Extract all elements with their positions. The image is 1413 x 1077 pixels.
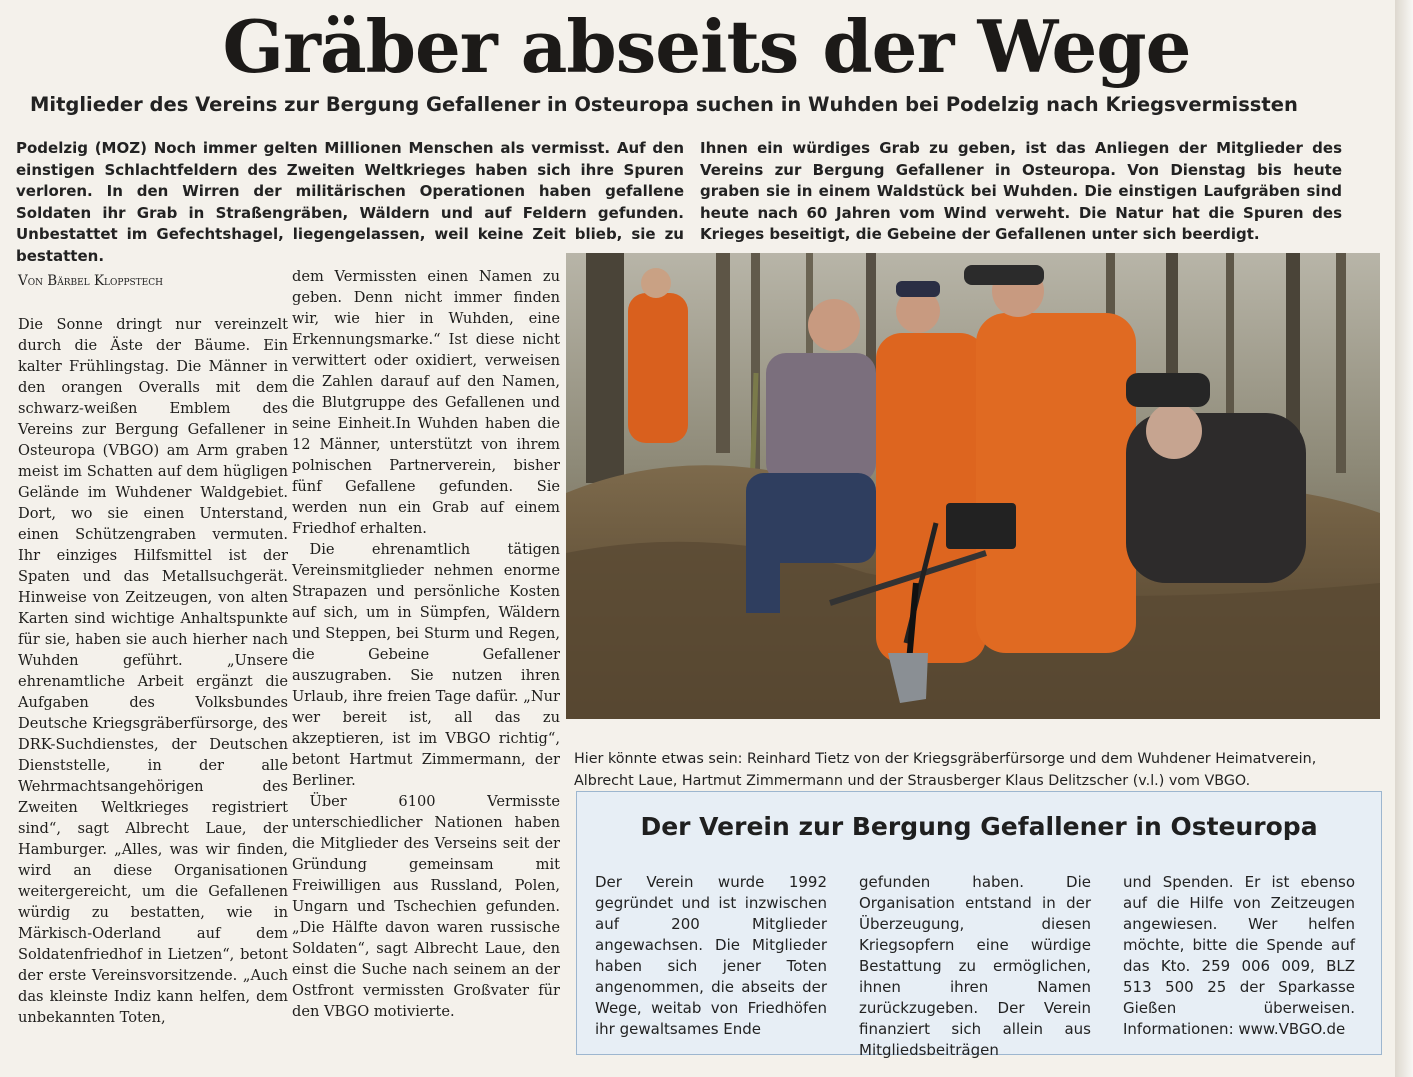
photo-caption: Hier könnte etwas sein: Reinhard Tietz von der Kriegsgräberfürsorge und dem Wuhdener Heimatverein, Albrecht Laue, Hartmut Zimmermann und der Strausberger Klaus Delitzscher (v.l.) vom VBGO. xyxy=(574,751,1317,789)
info-box-column-3: und Spenden. Er ist ebenso auf die Hilfe von Zeitzeugen angewiesen. Wer helfen möchte, bitte die Spende auf das Kto. 259 006 009, BLZ 513 500 25 der Sparkasse Gießen überweisen. Informationen: www.VBGO.de xyxy=(1123,873,1355,1038)
author-byline: Von Bärbel Kloppstech xyxy=(18,273,163,289)
lead-paragraph-left: Podelzig (MOZ) Noch immer gelten Millionen Menschen als vermisst. Auf den einstigen Schlachtfeldern des Zweiten Weltkrieges haben sich ihre Spuren verloren. In den Wirren der militärischen Operationen haben gefallene Soldaten ihr Grab in Straßengräben, Wäldern und auf Feldern gefunden. Unbestattet im Gefechtshagel, liegengelassen, weil keine Zeit blieb, sie zu bestatten. xyxy=(16,139,684,265)
paragraph: Die Sonne dringt nur vereinzelt durch die Äste der Bäume. Ein kalter Frühlingstag. Die Männer in den orangen Overalls mit dem schwarz-weißen Emblem des Vereins zur Bergung Gefallener in Osteuropa (VBGO) am Arm graben meist im Schatten auf dem hügligen Gelände im Wuhdener Waldgebiet. Dort, wo sie einen Unterstand, einen Schützengraben vermuten. Ihr einziges Hilfsmittel ist der Spaten und das Metallsuchgerät. Hinweise von Zeitzeugen, von alten Karten sind wichtige Anhaltspunkte für sie, haben sie auch hierher nach Wuhden geführt. „Unsere ehrenamtliche Arbeit ergänzt die Aufgaben des Volksbundes Deutsche Kriegsgräberfürsorge, des DRK-Suchdienstes, der Deutschen Dienststelle, in der alle Wehrmachtsangehörigen des Zweiten Weltkrieges registriert sind“, sagt Albrecht Laue, der Hamburger. „Alles, was wir finden, wird an diese Organisationen weitergereicht, um die Gefallenen würdig zu bestatten, wie in Märkisch-Oderland auf dem Soldatenfriedhof in Lietzen“, betont der erste Vereinsvorsitzende. „Auch das kleinste Indiz kann helfen, dem unbekannten Toten, xyxy=(18,316,288,1026)
info-box-column-2: gefunden haben. Die Organisation entstand in der Überzeugung, diesen Kriegsopfern eine würdige Bestattung zu ermöglichen, ihnen ihren Namen zurückzugeben. Der Verein finanziert sich allein aus Mitgliedsbeiträgen xyxy=(859,873,1091,1059)
paragraph: Die ehrenamtlich tätigen Vereinsmitglieder nehmen enorme Strapazen und persönliche Kosten auf sich, um in Sümpfen, Wäldern und Steppen, bei Sturm und Regen, die Gebeine Gefallener auszugraben. Sie nutzen ihren Urlaub, ihre freien Tage dafür. „Nur wer bereit ist, all das zu akzeptieren, ist im VBGO richtig“, betont Hartmut Zimmermann, der Berliner. xyxy=(292,541,560,789)
headline: Gräber abseits der Wege xyxy=(222,4,1191,89)
info-box-title: Der Verein zur Bergung Gefallener in Osteuropa xyxy=(640,812,1318,841)
article-column-2 xyxy=(292,266,560,1022)
lead-paragraph-right: Ihnen ein würdiges Grab zu geben, ist das Anliegen der Mitglieder des Vereins zur Bergung Gefallener in Osteuropa. Von Dienstag bis heute graben sie in einem Waldstück bei Wuhden. Die einstigen Laufgräben sind heute nach 60 Jahren vom Wind verweht. Die Natur hat die Spuren des Krieges beseitigt, die Gebeine der Gefallenen unter sich beerdigt. xyxy=(700,139,1342,244)
paragraph: Über 6100 Vermisste unterschiedlicher Nationen haben die Mitglieder des Verseins seit der Gründung gemeinsam mit Freiwilligen aus Russland, Polen, Ungarn und Tschechien gefunden. „Die Hälfte davon waren russische Soldaten“, sagt Albrecht Laue, den einst die Suche nach seinem an der Ostfront vermissten Großvater für den VBGO motivierte. xyxy=(292,793,560,1020)
paragraph: dem Vermissten einen Namen zu geben. Denn nicht immer finden wir, wie hier in Wuhden, eine Erkennungsmarke.“ Ist diese nicht verwittert oder oxidiert, verweisen die Zahlen darauf auf den Namen, die Blutgruppe des Gefallenen und seine Einheit.In Wuhden haben die 12 Männer, unterstützt von ihrem polnischen Partnerverein, bisher fünf Gefallene gefunden. Sie werden nun ein Grab auf einem Friedhof erhalten. xyxy=(292,268,560,537)
info-box xyxy=(576,791,1382,1059)
info-box-column-1: Der Verein wurde 1992 gegründet und ist inzwischen auf 200 Mitglieder angewachsen. Die Mitglieder haben sich jener Toten angenommen, die abseits der Wege, weitab von Friedhöfen ihr gewaltsames Ende xyxy=(595,873,827,1038)
scan-edge xyxy=(1395,0,1413,1077)
subheadline: Mitglieder des Vereins zur Bergung Gefallener in Osteuropa suchen in Wuhden bei Podelzig nach Kriegsvermissten xyxy=(30,93,1298,116)
article-photo xyxy=(566,253,1380,719)
forest-excavation-photo xyxy=(566,253,1380,719)
article-column-1 xyxy=(18,314,288,1028)
